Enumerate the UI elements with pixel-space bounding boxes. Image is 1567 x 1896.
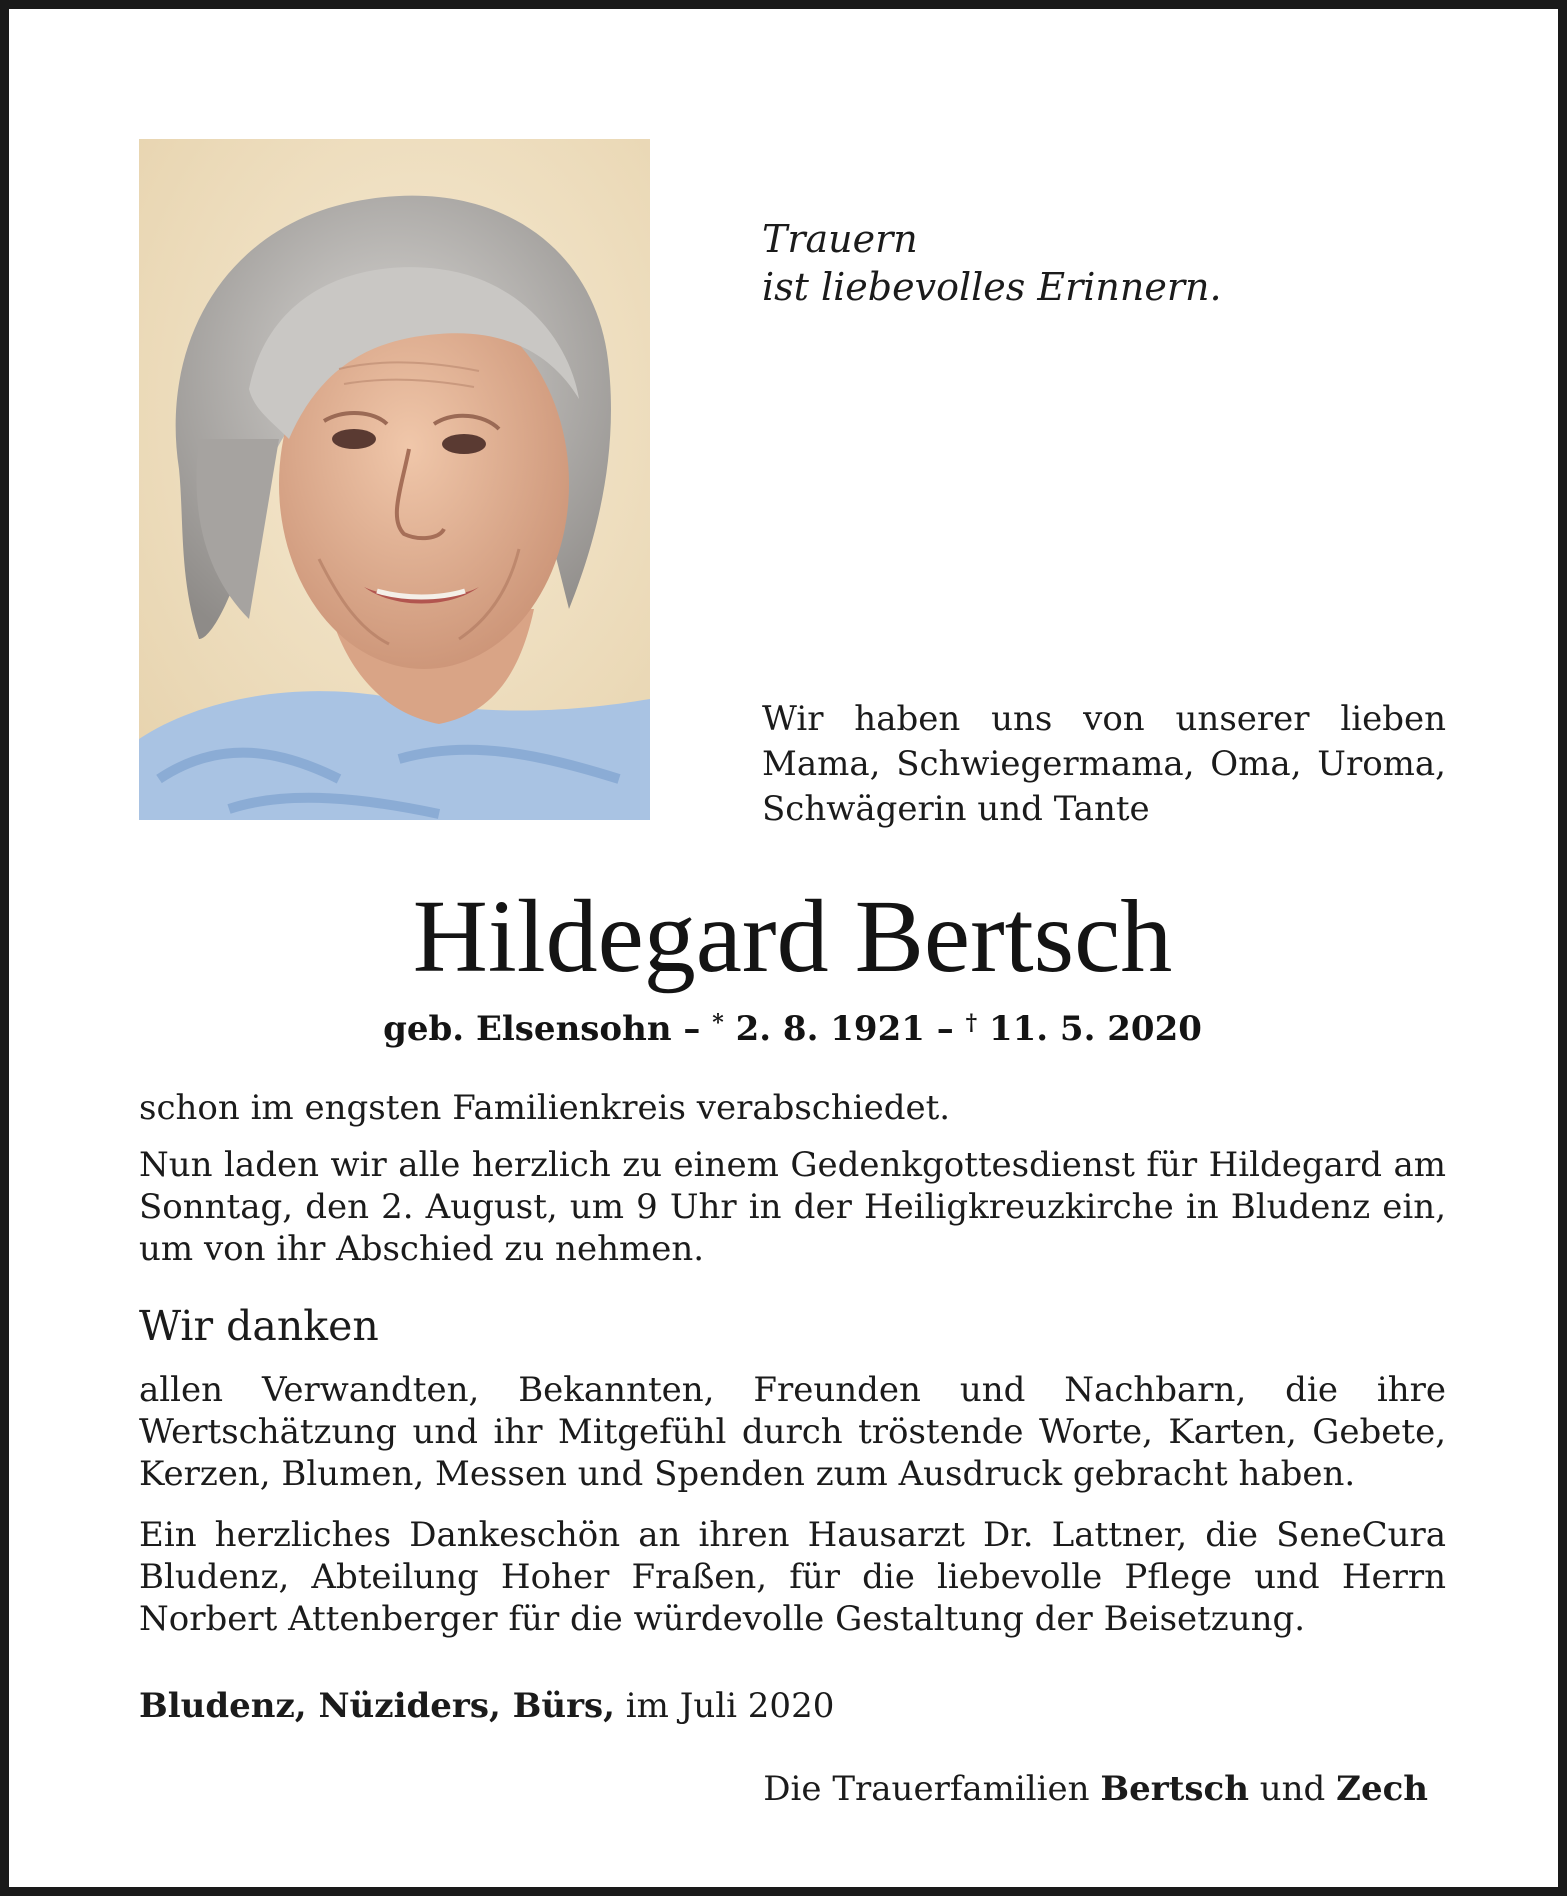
birth-name: geb. Elsensohn [383,1009,672,1049]
deceased-name: Hildegard Bertsch [412,879,1173,994]
quote-line-1: Trauern [762,217,918,261]
place-towns: Bludenz, Nüziders, Bürs, [139,1686,615,1726]
quote [762,215,1222,311]
intro-text: Wir haben uns von unserer lieben Mama, Schwiegermama, Oma, Uroma, Schwägerin und Tante [762,699,1446,829]
portrait-photo [139,139,650,820]
place-month: im Juli 2020 [625,1686,835,1726]
thanks-heading: Wir danken [139,1302,379,1350]
birth-date: 2. 8. 1921 [735,1009,925,1049]
birth-symbol: * [712,1010,724,1036]
thanks-special-text: Ein herzliches Dankeschön an ihren Hausarzt Dr. Lattner, die SeneCura Bludenz, Abteilung Hoher Fraßen, für die liebevolle Pflege und Herrn Norbert Attenberger für die würdevolle Gestaltung der Beisetzung. [139,1515,1446,1639]
quote-line-2: ist liebevolles Erinnern. [762,265,1222,309]
farewell-text: schon im engsten Familienkreis verabschiedet. [139,1088,951,1128]
signature-connector: und [1259,1769,1326,1809]
signature-family-1: Bertsch [1100,1769,1249,1809]
signature-family-2: Zech [1336,1769,1428,1809]
thanks-text: allen Verwandten, Bekannten, Freunden und Nachbarn, die ihre Wertschätzung und ihr Mitgefühl durch tröstende Worte, Karten, Gebete, Kerzen, Blumen, Messen und Spenden zum Ausdruck gebracht haben. [139,1370,1446,1494]
life-dates: geb. Elsensohn – * 2. 8. 1921 – † 11. 5. 2020 [383,1009,1202,1049]
signature [763,1767,1428,1811]
portrait-illustration [139,139,650,820]
signature-prefix: Die Trauerfamilien [763,1769,1090,1809]
death-date: 11. 5. 2020 [988,1009,1202,1049]
invitation-text: Nun laden wir alle herzlich zu einem Gedenkgottesdienst für Hildegard am Sonntag, den 2. August, um 9 Uhr in der Heiligkreuzkirche in Bludenz ein, um von ihr Abschied zu nehmen. [139,1145,1446,1269]
death-symbol: † [965,1010,978,1036]
place-date [139,1684,834,1728]
